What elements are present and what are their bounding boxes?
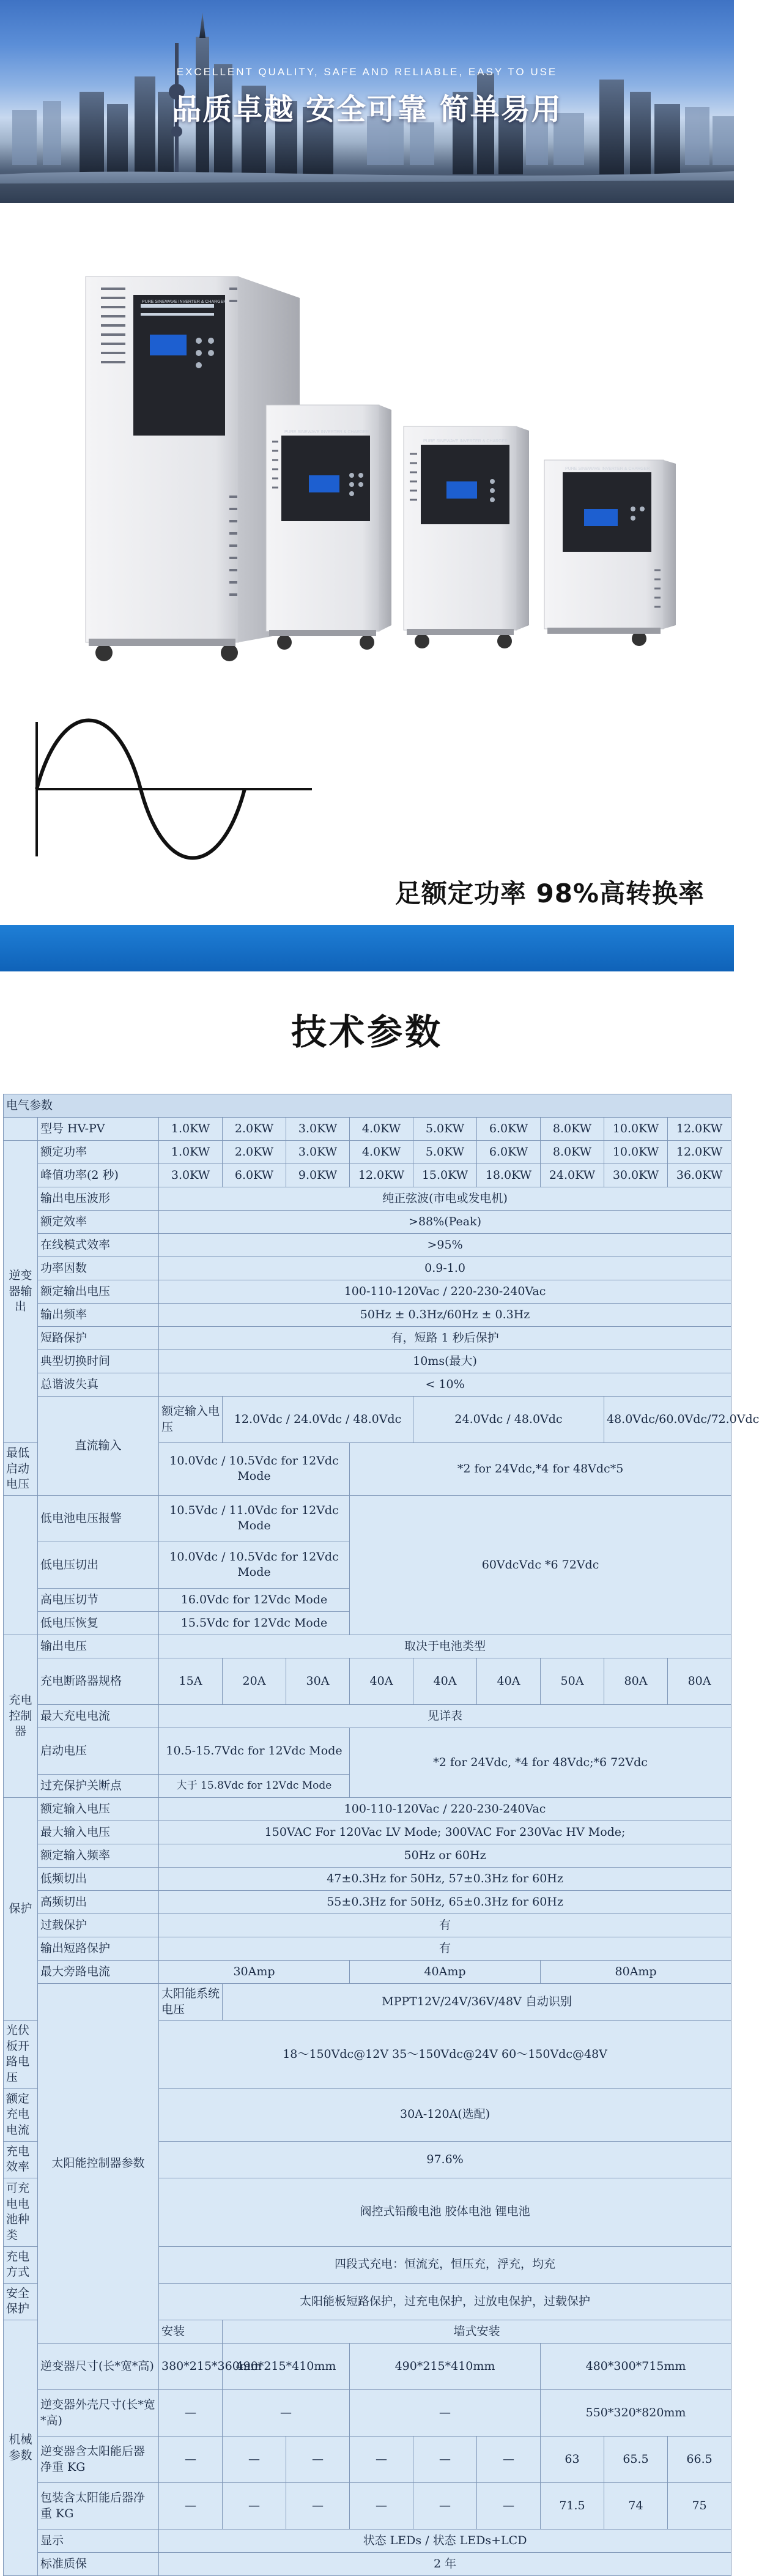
table-cell: — [159, 2390, 223, 2437]
table-row [4, 1495, 731, 1542]
table-cell: 36.0KW [668, 1164, 731, 1187]
row-label: 输出电压 [38, 1635, 159, 1658]
table-cell: 40A [477, 1658, 541, 1704]
cabinet-medium-1 [266, 405, 391, 650]
table-cell: 15.0KW [413, 1164, 477, 1187]
table-cell: 50A [541, 1658, 604, 1704]
table-row [4, 1327, 731, 1350]
table-cell: 10.0Vdc / 10.5Vdc for 12Vdc Mode [159, 1542, 350, 1588]
table-cell: — [477, 2437, 541, 2483]
table-cell: 有，短路 1 秒后保护 [159, 1327, 731, 1350]
table-cell: 0.9-1.0 [159, 1257, 731, 1280]
row-label: 最大旁路电流 [38, 1960, 159, 1983]
sine-wave-icon [24, 710, 318, 869]
table-cell: 100-110-120Vac / 220-230-240Vac [159, 1797, 731, 1821]
row-label: 低电压切出 [38, 1542, 159, 1588]
row-label: 在线模式效率 [38, 1234, 159, 1257]
table-row [4, 1118, 731, 1141]
table-row [4, 1397, 731, 1443]
table-row [4, 1234, 731, 1257]
table-cell: 2.0KW [223, 1141, 286, 1164]
table-cell: 40Amp [350, 1960, 541, 1983]
table-cell: 1.0KW [159, 1118, 223, 1141]
row-label: 过充保护关断点 [38, 1774, 159, 1797]
table-row [4, 1635, 731, 1658]
table-row [4, 1821, 731, 1844]
spec-table [3, 1094, 759, 2576]
row-label: 额定功率 [38, 1141, 159, 1164]
table-cell: < 10% [159, 1373, 731, 1397]
spec-table-wrapper [3, 1094, 759, 2576]
table-cell: 9.0KW [286, 1164, 350, 1187]
table-cell: 16.0Vdc for 12Vdc Mode [159, 1588, 350, 1611]
table-cell: 40A [413, 1658, 477, 1704]
row-label: 包装含太阳能后器净重 KG [38, 2483, 159, 2530]
table-row [4, 2437, 731, 2483]
row-label: 典型切换时间 [38, 1350, 159, 1373]
table-cell: — [286, 2437, 350, 2483]
table-cell: 30A [286, 1658, 350, 1704]
table-cell: 10ms(最大) [159, 1350, 731, 1373]
table-cell: 6.0KW [477, 1118, 541, 1141]
table-cell: — [350, 2390, 541, 2437]
table-cell: 10.0KW [604, 1141, 668, 1164]
row-label: 输出频率 [38, 1304, 159, 1327]
row-label: 高电压切节 [38, 1588, 159, 1611]
table-cell: — [477, 2483, 541, 2530]
table-row [4, 1913, 731, 1937]
table-row [4, 1164, 731, 1187]
table-cell: 5.0KW [413, 1141, 477, 1164]
table-cell: *2 for 24Vdc, *4 for 48Vdc;*6 72Vdc [350, 1728, 731, 1797]
row-label: 过载保护 [38, 1913, 159, 1937]
table-cell: 15.5Vdc for 12Vdc Mode [159, 1611, 350, 1635]
row-label: 逆变器外壳尺寸(长*宽*高) [38, 2390, 159, 2437]
table-cell: — [286, 2483, 350, 2530]
table-cell: 15A [159, 1658, 223, 1704]
table-cell: 75 [668, 2483, 731, 2530]
table-cell: 2 年 [159, 2553, 731, 2576]
table-cell: *2 for 24Vdc,*4 for 48Vdc*5 [350, 1443, 731, 1496]
row-label: 型号 HV-PV [38, 1118, 159, 1141]
table-cell: 10.5Vdc / 11.0Vdc for 12Vdc Mode [159, 1495, 350, 1542]
product-image [0, 203, 734, 692]
table-cell: 30A-120A(选配) [159, 2088, 731, 2141]
table-cell: 47±0.3Hz for 50Hz, 57±0.3Hz for 60Hz [159, 1867, 731, 1890]
table-cell: — [159, 2483, 223, 2530]
hero-banner [0, 0, 734, 203]
category-charger: 充电控制器 [4, 1635, 38, 1797]
row-label: 额定输入频率 [38, 1844, 159, 1867]
table-cell: 有 [159, 1937, 731, 1960]
row-label: 额定效率 [38, 1211, 159, 1234]
category-solar: 太阳能控制器参数 [38, 1983, 159, 2343]
table-row [4, 2483, 731, 2530]
panel-brand-large: PURE SINEWAVE INVERTER & CHARGER [142, 300, 227, 304]
table-cell: 10.0KW [604, 1118, 668, 1141]
row-label: 总谐波失真 [38, 1373, 159, 1397]
table-cell: 100-110-120Vac / 220-230-240Vac [159, 1280, 731, 1304]
table-cell: 状态 LEDs / 状态 LEDs+LCD [159, 2530, 731, 2553]
row-label: 额定输出电压 [38, 1280, 159, 1304]
table-cell: 取决于电池类型 [159, 1635, 731, 1658]
row-label: 光伏板开路电压 [4, 2021, 38, 2089]
cabinet-medium-2 [404, 426, 529, 648]
table-cell: 30Amp [159, 1960, 350, 1983]
table-cell: 380*215*360mm [159, 2344, 223, 2390]
hero-tagline: EXCELLENT QUALITY, SAFE AND RELIABLE, EASY TO USE [176, 66, 558, 78]
table-cell: 55±0.3Hz for 50Hz, 65±0.3Hz for 60Hz [159, 1890, 731, 1913]
table-cell: 65.5 [604, 2437, 668, 2483]
row-label: 启动电压 [38, 1728, 159, 1774]
row-label: 充电效率 [4, 2141, 38, 2178]
row-label: 低电压恢复 [38, 1611, 159, 1635]
table-cell: 490*215*410mm [223, 2344, 350, 2390]
table-cell: 20A [223, 1658, 286, 1704]
table-cell: 150VAC For 120Vac LV Mode; 300VAC For 230Vac HV Mode; [159, 1821, 731, 1844]
table-row [4, 1983, 731, 2020]
table-cell: 80A [668, 1658, 731, 1704]
table-cell: 40A [350, 1658, 413, 1704]
table-row [4, 2344, 731, 2390]
table-row [4, 1257, 731, 1280]
table-cell: 3.0KW [286, 1141, 350, 1164]
row-label: 安装 [159, 2320, 223, 2344]
table-cell: 12.0KW [668, 1118, 731, 1141]
row-label: 充电断路器规格 [38, 1658, 159, 1704]
row-label: 标准质保 [38, 2553, 159, 2576]
table-cell: 四段式充电：恒流充，恒压充，浮充，均充 [159, 2246, 731, 2283]
table-cell: 有 [159, 1913, 731, 1937]
blue-divider-bar [0, 925, 734, 971]
table-cell: 4.0KW [350, 1141, 413, 1164]
hero-title: 品质卓越 安全可靠 简单易用 [172, 92, 562, 127]
table-cell: — [413, 2437, 477, 2483]
table-cell: 太阳能板短路保护，过充电保护，过放电保护，过载保护 [159, 2283, 731, 2320]
table-cell: 480*300*715mm [541, 2344, 731, 2390]
row-label: 额定充电电流 [4, 2088, 38, 2141]
table-cell: 18.0KW [477, 1164, 541, 1187]
table-cell: >95% [159, 1234, 731, 1257]
table-cell: 12.0KW [350, 1164, 413, 1187]
row-label: 安全保护 [4, 2283, 38, 2320]
table-cell: 50Hz ± 0.3Hz/60Hz ± 0.3Hz [159, 1304, 731, 1327]
table-row [4, 1280, 731, 1304]
table-cell: — [159, 2437, 223, 2483]
row-label: 低频切出 [38, 1867, 159, 1890]
table-cell: 8.0KW [541, 1141, 604, 1164]
table-cell: 48.0Vdc/60.0Vdc/72.0Vdc [604, 1397, 731, 1443]
table-cell: — [350, 2437, 413, 2483]
table-row [4, 1094, 731, 1118]
row-label: 额定输入电压 [159, 1397, 223, 1443]
table-row [4, 1304, 731, 1327]
row-label: 太阳能系统电压 [159, 1983, 223, 2020]
row-label: 额定输入电压 [38, 1797, 159, 1821]
table-cell: 60VdcVdc *6 72Vdc [350, 1495, 731, 1635]
table-row [4, 1373, 731, 1397]
row-label: 高频切出 [38, 1890, 159, 1913]
table-cell: 6.0KW [477, 1141, 541, 1164]
table-cell: 71.5 [541, 2483, 604, 2530]
table-cell: 66.5 [668, 2437, 731, 2483]
row-label: 输出电压波形 [38, 1187, 159, 1211]
table-row [4, 1211, 731, 1234]
category-protection: 保护 [4, 1797, 38, 2020]
section-label: 电气参数 [4, 1094, 731, 1118]
table-cell: 80Amp [541, 1960, 731, 1983]
table-row [4, 1844, 731, 1867]
table-cell: 阀控式铅酸电池 胶体电池 锂电池 [159, 2178, 731, 2246]
row-label: 功率因数 [38, 1257, 159, 1280]
row-label: 可充电电池种类 [4, 2178, 38, 2246]
table-row [4, 2553, 731, 2576]
slogan-text: 足额定功率 98%高转换率 [394, 878, 705, 908]
row-label: 充电方式 [4, 2246, 38, 2283]
panel-brand-medium-2: PURE SINEWAVE INVERTER & CHARGER [423, 439, 508, 444]
table-row [4, 1187, 731, 1211]
table-row [4, 1141, 731, 1164]
table-cell: 6.0KW [223, 1164, 286, 1187]
row-label: 显示 [38, 2530, 159, 2553]
category-inverter: 逆变器输出 [4, 1141, 38, 1443]
panel-brand-medium-1: PURE SINEWAVE INVERTER & CHARGER [284, 430, 369, 434]
table-row [4, 1937, 731, 1960]
table-cell: 97.6% [159, 2141, 731, 2178]
panel-brand-small: PURE SINEWAVE INVERTER & CHARGER [565, 467, 650, 471]
table-cell: 纯正弦波(市电或发电机) [159, 1187, 731, 1211]
row-label: 输出短路保护 [38, 1937, 159, 1960]
table-row [4, 1797, 731, 1821]
table-cell: 8.0KW [541, 1118, 604, 1141]
table-row [4, 1867, 731, 1890]
row-label: 逆变器尺寸(长*宽*高) [38, 2344, 159, 2390]
table-cell: 12.0Vdc / 24.0Vdc / 48.0Vdc [223, 1397, 413, 1443]
table-cell: — [223, 2437, 286, 2483]
table-row [4, 1728, 731, 1774]
table-cell: 24.0KW [541, 1164, 604, 1187]
cabinet-small [544, 460, 676, 646]
table-cell: — [350, 2483, 413, 2530]
table-cell: 30.0KW [604, 1164, 668, 1187]
table-cell: 10.0Vdc / 10.5Vdc for 12Vdc Mode [159, 1443, 350, 1496]
table-cell: — [413, 2483, 477, 2530]
table-cell: 80A [604, 1658, 668, 1704]
table-row [4, 1658, 731, 1704]
row-label: 短路保护 [38, 1327, 159, 1350]
table-cell: 4.0KW [350, 1118, 413, 1141]
table-cell: 2.0KW [223, 1118, 286, 1141]
category-mechanical: 机械参数 [4, 2320, 38, 2576]
spec-title: 技术参数 [291, 1011, 443, 1053]
inverter-cabinets-illustration [0, 203, 734, 692]
table-cell: 63 [541, 2437, 604, 2483]
table-cell: 12.0KW [668, 1141, 731, 1164]
table-cell: 10.5-15.7Vdc for 12Vdc Mode [159, 1728, 350, 1774]
table-cell: — [223, 2483, 286, 2530]
row-label: 最大充电电流 [38, 1704, 159, 1728]
table-cell: 墙式安装 [223, 2320, 731, 2344]
table-cell: 74 [604, 2483, 668, 2530]
table-cell: >88%(Peak) [159, 1211, 731, 1234]
row-label: 低电池电压报警 [38, 1495, 159, 1542]
table-cell: 18～150Vdc@12V 35～150Vdc@24V 60～150Vdc@48V [159, 2021, 731, 2089]
table-cell: 550*320*820mm [541, 2390, 731, 2437]
category-dc-input: 直流输入 [38, 1397, 159, 1496]
table-row [4, 2390, 731, 2437]
table-cell: 见详表 [159, 1704, 731, 1728]
table-cell: 490*215*410mm [350, 2344, 541, 2390]
table-cell: — [223, 2390, 350, 2437]
table-row [4, 1350, 731, 1373]
table-cell: 3.0KW [286, 1118, 350, 1141]
table-row [4, 1890, 731, 1913]
table-cell: MPPT12V/24V/36V/48V 自动识别 [223, 1983, 731, 2020]
table-cell: 3.0KW [159, 1164, 223, 1187]
row-label: 最低启动电压 [4, 1443, 38, 1496]
table-cell: 5.0KW [413, 1118, 477, 1141]
table-cell: 大于 15.8Vdc for 12Vdc Mode [159, 1774, 350, 1797]
row-label: 峰值功率(2 秒) [38, 1164, 159, 1187]
table-row [4, 1704, 731, 1728]
row-label: 最大输入电压 [38, 1821, 159, 1844]
table-cell: 24.0Vdc / 48.0Vdc [413, 1397, 604, 1443]
table-cell: 1.0KW [159, 1141, 223, 1164]
table-cell: 50Hz or 60Hz [159, 1844, 731, 1867]
table-row [4, 2530, 731, 2553]
table-row [4, 1960, 731, 1983]
row-label: 逆变器含太阳能后器净重 KG [38, 2437, 159, 2483]
